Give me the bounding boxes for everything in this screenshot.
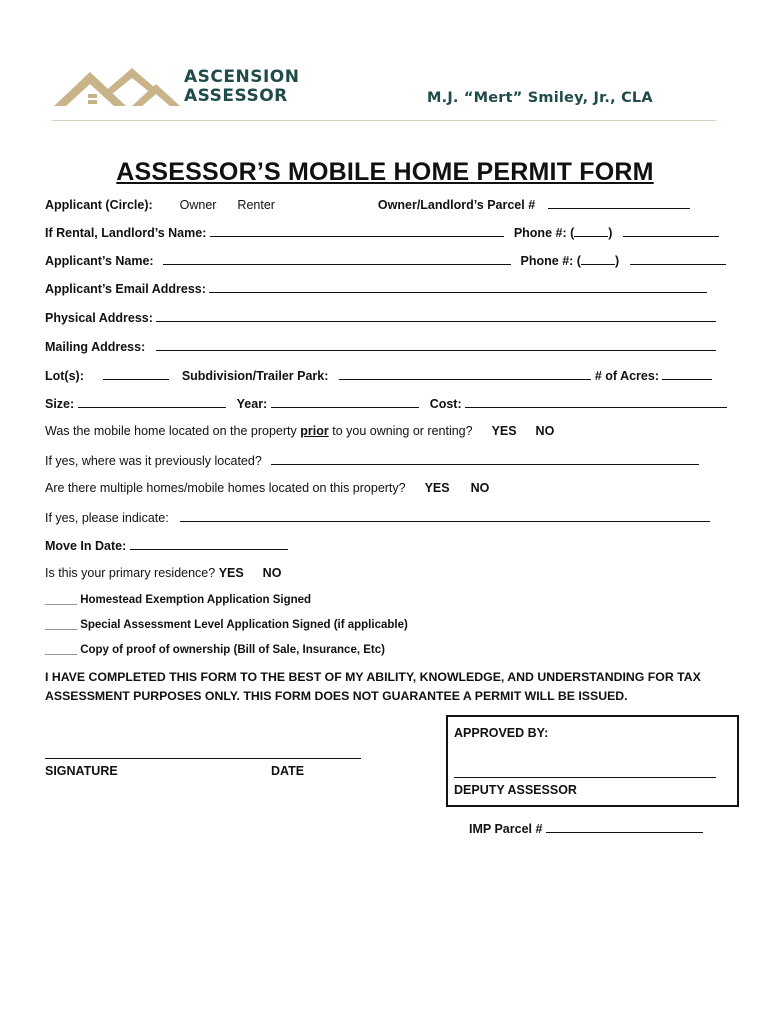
landlord-name-field[interactable]: [210, 224, 504, 237]
checklist-proof-of-ownership[interactable]: [45, 642, 385, 658]
previous-location-row: [45, 452, 699, 469]
email-label: Applicant’s Email Address:: [45, 282, 206, 296]
landlord-phone-area-field[interactable]: [574, 224, 608, 237]
primary-residence-question: Is this your primary residence?: [45, 566, 216, 580]
landlord-phone-label: Phone #: (: [513, 226, 575, 240]
prior-yes-option[interactable]: YES: [491, 424, 517, 438]
copy-check-blank[interactable]: _____: [45, 644, 77, 656]
size-label: Size:: [45, 397, 75, 411]
applicant-phone-area-field[interactable]: [581, 252, 615, 265]
assessor-name: M.J. “Mert” Smiley, Jr., CLA: [427, 90, 653, 106]
approval-box: [446, 715, 739, 807]
cost-label: Cost:: [429, 397, 462, 411]
deputy-assessor-label: DEPUTY ASSESSOR: [454, 783, 577, 797]
mailing-address-label: Mailing Address:: [45, 340, 146, 354]
multiple-no-option[interactable]: NO: [470, 481, 490, 495]
previous-location-field[interactable]: [271, 452, 699, 465]
year-label: Year:: [236, 397, 268, 411]
special-check-label: Special Assessment Level Application Signed (if applicable): [80, 619, 408, 631]
subdivision-label: Subdivision/Trailer Park:: [181, 369, 329, 383]
size-field[interactable]: [78, 395, 226, 408]
physical-address-row: [45, 309, 716, 326]
move-in-row: [45, 537, 288, 554]
brand-wordmark: [184, 68, 299, 106]
applicant-name-row: [45, 252, 726, 269]
prior-question-pre: Was the mobile home located on the property: [45, 424, 297, 438]
parcel-field[interactable]: [548, 196, 690, 209]
imp-parcel-field[interactable]: [546, 820, 703, 833]
prior-question-post: to you owning or renting?: [332, 424, 473, 438]
mailing-address-row: [45, 338, 716, 355]
prior-location-question-row: [45, 423, 554, 439]
parcel-label: Owner/Landlord’s Parcel #: [377, 198, 536, 212]
applicant-phone-label: Phone #: (: [520, 254, 581, 268]
applicant-type-row: [45, 196, 690, 213]
landlord-name-label: If Rental, Landlord’s Name:: [45, 226, 207, 240]
certification-line-1: I HAVE COMPLETED THIS FORM TO THE BEST OF MY ABILITY, KNOWLEDGE, AND UNDERSTANDING FOR TAX: [45, 670, 701, 684]
physical-address-label: Physical Address:: [45, 311, 153, 325]
applicant-name-field[interactable]: [163, 252, 511, 265]
brand-line-2: ASSESSOR: [184, 86, 288, 106]
brand-line-1: ASCENSION: [184, 67, 300, 87]
email-row: [45, 280, 707, 297]
multiple-homes-question-row: [45, 480, 489, 496]
previous-location-label: If yes, where was it previously located?: [45, 454, 262, 468]
landlord-phone-close: ): [608, 226, 613, 240]
multiple-homes-question: Are there multiple homes/mobile homes located on this property?: [45, 481, 406, 495]
lot-row: [45, 367, 712, 384]
multiple-yes-option[interactable]: YES: [424, 481, 450, 495]
acres-field[interactable]: [662, 367, 712, 380]
imp-parcel-row: [469, 820, 703, 837]
special-check-blank[interactable]: _____: [45, 619, 77, 631]
homestead-check-blank[interactable]: _____: [45, 594, 77, 606]
primary-yes-option[interactable]: YES: [218, 566, 244, 580]
form-title: ASSESSOR’S MOBILE HOME PERMIT FORM: [116, 158, 654, 186]
mailing-address-field[interactable]: [156, 338, 716, 351]
cost-field[interactable]: [465, 395, 727, 408]
prior-no-option[interactable]: NO: [535, 424, 555, 438]
lots-label: Lot(s):: [45, 369, 84, 383]
subdivision-field[interactable]: [339, 367, 591, 380]
imp-parcel-label: IMP Parcel #: [469, 822, 543, 836]
applicant-name-label: Applicant’s Name:: [45, 254, 154, 268]
deputy-signature-field[interactable]: [454, 777, 716, 778]
signature-field[interactable]: [45, 758, 361, 759]
landlord-row: [45, 224, 719, 241]
primary-no-option[interactable]: NO: [262, 566, 282, 580]
header-divider: [52, 120, 716, 121]
renter-option[interactable]: Renter: [237, 198, 275, 212]
applicant-phone-close: ): [614, 254, 620, 268]
prior-question-emphasis: prior: [300, 424, 329, 438]
house-roof-logo-icon: [52, 66, 182, 108]
move-in-field[interactable]: [130, 537, 288, 550]
copy-check-label: Copy of proof of ownership (Bill of Sale, Insurance, Etc): [80, 644, 385, 656]
physical-address-field[interactable]: [156, 309, 716, 322]
checklist-special-assessment[interactable]: [45, 617, 408, 633]
approved-by-label: APPROVED BY:: [454, 726, 549, 740]
homestead-check-label: Homestead Exemption Application Signed: [80, 594, 312, 606]
size-row: [45, 395, 727, 412]
owner-option[interactable]: Owner: [179, 198, 217, 212]
applicant-phone-field[interactable]: [630, 252, 726, 265]
certification-line-2: ASSESSMENT PURPOSES ONLY. THIS FORM DOES NOT GUARANTEE A PERMIT WILL BE ISSUED.: [45, 689, 628, 703]
email-field[interactable]: [209, 280, 707, 293]
applicant-label: Applicant (Circle):: [45, 198, 153, 212]
indicate-label: If yes, please indicate:: [45, 511, 169, 525]
landlord-phone-field[interactable]: [623, 224, 719, 237]
acres-label: # of Acres:: [594, 369, 659, 383]
date-label: DATE: [271, 764, 305, 778]
indicate-row: [45, 509, 710, 526]
indicate-field[interactable]: [180, 509, 710, 522]
move-in-label: Move In Date:: [45, 539, 127, 553]
year-field[interactable]: [271, 395, 419, 408]
checklist-homestead[interactable]: [45, 592, 311, 608]
primary-residence-row: [45, 565, 281, 581]
lots-field[interactable]: [103, 367, 169, 380]
signature-label: SIGNATURE: [45, 764, 118, 778]
